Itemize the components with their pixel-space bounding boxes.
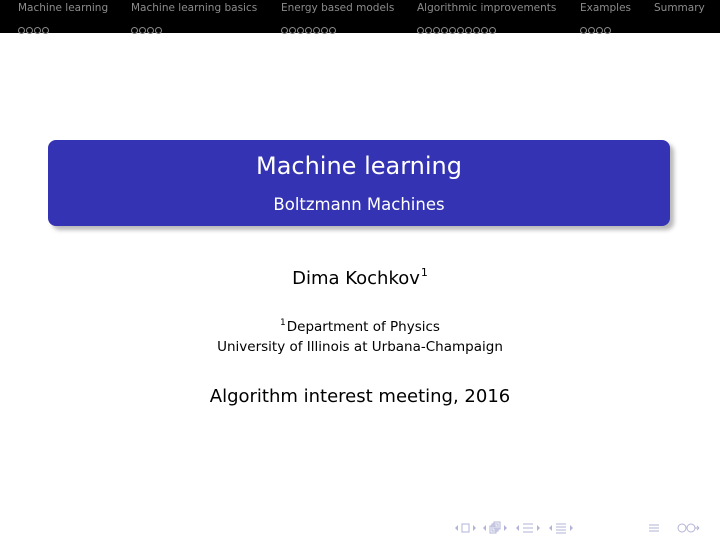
frame-dot[interactable] (465, 27, 472, 34)
section-next-icon[interactable] (537, 525, 540, 531)
presentation-subtitle: Boltzmann Machines (273, 195, 445, 214)
author (0, 266, 720, 289)
frame-dot[interactable] (321, 27, 328, 34)
nav-section-label[interactable]: Machine learning (18, 2, 109, 14)
frame-dot[interactable] (18, 27, 25, 34)
frame-icon[interactable] (462, 524, 469, 532)
beamer-navigation-symbols (453, 520, 713, 534)
author-name: Dima Kochkov (292, 268, 420, 289)
nav-section-label[interactable]: Machine learning basics (131, 2, 258, 14)
beamer-nav-svg (453, 521, 713, 535)
nav-section-machine-learning[interactable] (18, 2, 108, 14)
frame-dot[interactable] (289, 27, 296, 34)
frame-dot[interactable] (313, 27, 320, 34)
affiliation-department (0, 318, 720, 335)
frame-dot[interactable] (588, 27, 595, 34)
title-box (48, 140, 670, 226)
frame-prev-icon[interactable] (455, 525, 458, 531)
frame-dot[interactable] (604, 27, 611, 34)
frame-dot[interactable] (155, 27, 162, 34)
affiliation-university: University of Illinois at Urbana-Champaign (217, 339, 503, 355)
appendix-icon[interactable] (649, 525, 659, 531)
nav-section-machine-learning-basics[interactable] (131, 2, 257, 14)
nav-section-label[interactable]: Summary (654, 2, 705, 14)
frame-dot[interactable] (473, 27, 480, 34)
subsection-icon[interactable] (490, 522, 500, 533)
nav-dots-algorithmic-improvements (417, 19, 497, 26)
search-icon[interactable] (678, 524, 699, 532)
affiliation-mark: 1 (280, 318, 286, 328)
frame-dot[interactable] (433, 27, 440, 34)
presentation-title: Machine learning (255, 152, 462, 180)
frame-dot[interactable] (297, 27, 304, 34)
nav-section-summary[interactable] (654, 2, 705, 14)
frame-dot[interactable] (449, 27, 456, 34)
author-affiliation-mark: 1 (420, 266, 428, 279)
frame-dot[interactable] (425, 27, 432, 34)
frame-dot[interactable] (42, 27, 49, 34)
frame-dot[interactable] (147, 27, 154, 34)
document-icon[interactable] (556, 524, 566, 533)
nav-section-label[interactable]: Examples (580, 2, 632, 14)
frame-dot[interactable] (580, 27, 587, 34)
frame-dot[interactable] (281, 27, 288, 34)
subsection-prev-icon[interactable] (483, 525, 486, 531)
frame-dot[interactable] (329, 27, 336, 34)
frame-dot[interactable] (596, 27, 603, 34)
section-navigation-bar (0, 0, 720, 33)
frame-dot[interactable] (139, 27, 146, 34)
nav-dots-examples (580, 19, 612, 26)
frame-dot[interactable] (417, 27, 424, 34)
nav-dots-machine-learning-basics (131, 19, 163, 26)
section-prev-icon[interactable] (516, 525, 519, 531)
nav-dots-machine-learning (18, 19, 50, 26)
frame-next-icon[interactable] (473, 525, 476, 531)
frame-dot[interactable] (481, 27, 488, 34)
nav-section-algorithmic-improvements[interactable] (417, 2, 556, 14)
document-next-icon[interactable] (570, 525, 573, 531)
nav-dots-energy-based-models (281, 19, 337, 26)
section-icon[interactable] (523, 524, 533, 532)
frame-dot[interactable] (305, 27, 312, 34)
document-prev-icon[interactable] (549, 525, 552, 531)
frame-dot[interactable] (131, 27, 138, 34)
frame-dot[interactable] (26, 27, 33, 34)
nav-section-examples[interactable] (580, 2, 631, 14)
department-name: Department of Physics (286, 319, 440, 335)
frame-dot[interactable] (457, 27, 464, 34)
subsection-next-icon[interactable] (504, 525, 507, 531)
nav-section-label[interactable]: Energy based models (281, 2, 395, 14)
nav-section-energy-based-models[interactable] (281, 2, 394, 14)
nav-section-label[interactable]: Algorithmic improvements (417, 2, 557, 14)
frame-dot[interactable] (34, 27, 41, 34)
frame-dot[interactable] (441, 27, 448, 34)
event-name: Algorithm interest meeting, 2016 (209, 386, 511, 407)
frame-dot[interactable] (489, 27, 496, 34)
